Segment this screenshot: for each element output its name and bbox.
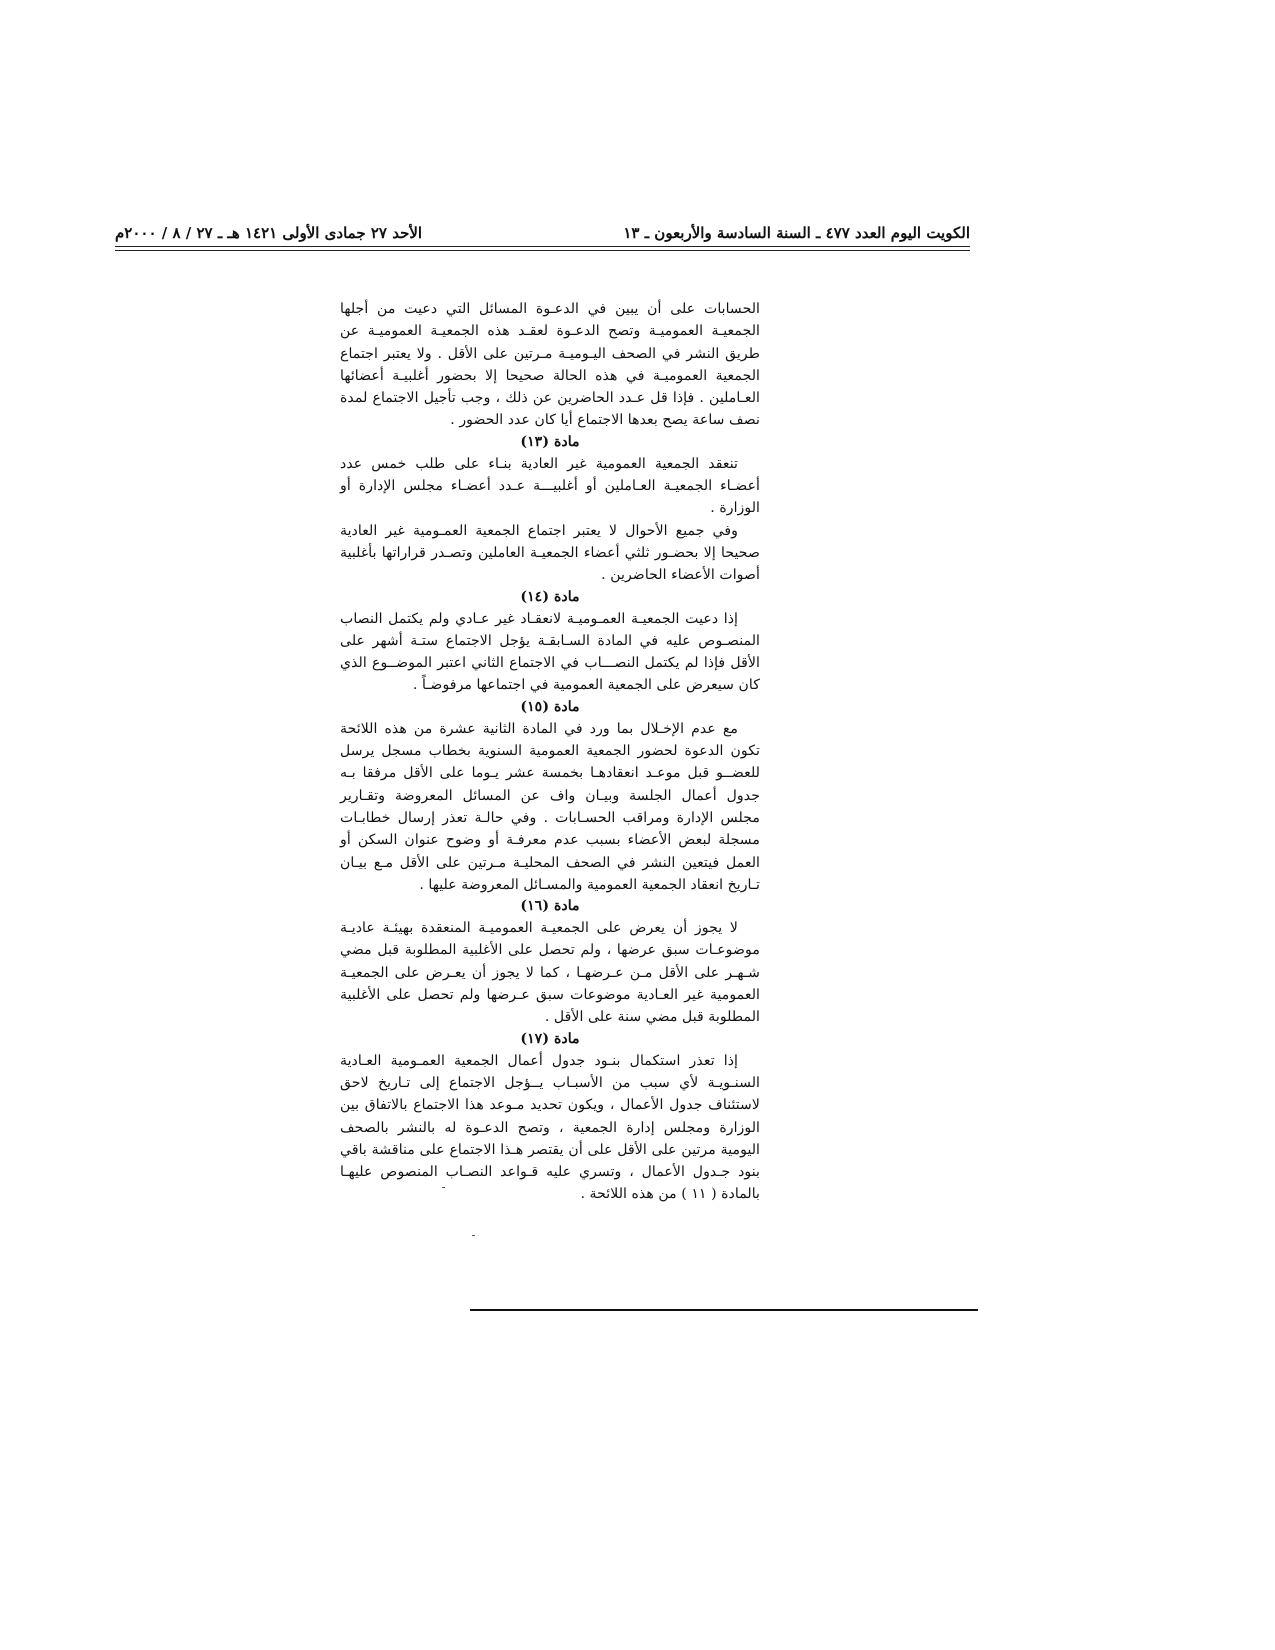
article-15-paragraph: مع عدم الإخـلال بما ورد في المادة الثانية عشرة من هذه اللائحة تكون الدعوة لحضور الجمعية العمومية السنوية بخطاب مسجل يرسل للعضــو قبل موعـد انعقادهـا بخمسة عشر يـوما على الأقل مرفقا بـه جدول أعمال الجلسة وبيـان واف عن المسائل المعروضة وتقـارير مجلس الإدارة ومراقب الحسـابات . وفي حالـة تعذر إرسال خطابـات مسجلة لبعض الأعضاء بسبب عدم معرفـة أو وضوح عنوان السكن أو العمل فيتعين النشر في الصحف المحليـة مـرتين على الأقل مـع بيـان تـاريخ انعقاد الجمعية العمومية والمسـائل المعروضة عليها . [340,720,760,893]
article-16-heading: مادة (١٦) [520,898,580,915]
header-publication-info: الكويت اليوم العدد ٤٧٧ ـ السنة السادسة والأربعون ـ ١٣ [623,224,970,242]
article-13-paragraph-2: وفي جميع الأحوال لا يعتبر اجتماع الجمعية العمـومية غير العادية صحيحا إلا بحضـور ثلثي أعضاء الجمعيـة العاملين وتصـدر قراراتها بأغلبية أصوات الأعضاء الحاضرين . [340,522,760,584]
paragraph-continuation: الحسابات على أن يبين في الدعـوة المسائل التي دعيت من أجلها الجمعيـة العموميـة وتصح الدعـوة لعقـد هذه الجمعيـة العموميـة عن طريق النشر في الصحف اليـوميـة مـرتين على الأقل . ولا يعتبر اجتماع الجمعية العموميـة في هذه الحالة صحيحا إلا بحضور أغلبيـة أعضائها العـاملين . فإذا قل عـدد الحاضرين عن ذلك ، وجب تأجيل الاجتماع لمدة نصف ساعة يصح بعدها الاجتماع أيا كان عدد الحضور . [340,301,760,429]
body-text-column [340,298,760,1206]
page-header [115,222,970,248]
article-13-paragraph-1: تنعقد الجمعية العمومية غير العادية بنـاء على طلب خمس عدد أعضـاء الجمعيـة العـاملين أو أغلبيـــة عـدد أعضـاء مجلس الإدارة أو الوزارة . [340,455,760,517]
scan-speck [442,1187,445,1188]
article-14-heading: مادة (١٤) [520,588,580,605]
article-16-paragraph: لا يجوز أن يعرض على الجمعيـة العموميـة المنعقدة بهيئـة عاديـة موضوعـات سبق عرضها ، ولم تحصل على الأغلبية المطلوبة قبل مضي شـهـر على الأقل مـن عـرضهـا ، كما لا يجوز أن يعـرض على الجمعيـة العمومية غير العـادية موضوعات سبق عـرضها ولم تحصل على الأغلبية المطلوبة قبل مضي سنة على الأقل . [340,920,760,1026]
header-rule-secondary [115,250,970,251]
article-15-heading: مادة (١٥) [520,698,580,715]
article-17-heading: مادة (١٧) [520,1030,580,1047]
article-14-paragraph: إذا دعيت الجمعيـة العمـوميـة لانعقـاد غير عـادي ولم يكتمل النصاب المنصـوص عليه في المادة السـابقـة يؤجل الاجتماع ستـة أشهر على الأقل فإذا لم يكتمل النصـــاب في الاجتماع الثاني اعتبر الموضــوع الذي كان سيعرض على الجمعية العمومية في اجتماعها مرفوضـاً . [340,610,760,694]
article-13-heading: مادة (١٣) [520,433,580,450]
end-of-section-rule [470,1309,978,1311]
scan-speck [472,1235,475,1236]
header-date: الأحد ٢٧ جمادى الأولى ١٤٢١ هـ ـ ٢٧ / ٨ / ٢٠٠٠م [115,224,423,242]
header-rule [115,246,970,247]
article-17-paragraph: إذا تعذر استكمال بنـود جدول أعمال الجمعية العمـومية العـادية السنـويـة لأي سبب من الأسبـاب يــؤجل الاجتماع إلى تـاريخ لاحق لاستئناف جدول الأعمال ، ويكون تحديد مـوعد هذا الاجتماع بالاتفاق بين الوزارة ومجلس إدارة الجمعية ، وتصح الدعـوة له بالنشر بالصحف اليومية مرتين على الأقل على أن يقتصر هـذا الاجتماع على مناقشة باقي بنود جـدول الأعمال ، وتسري عليه قـواعد النصـاب المنصوص عليهـا بالمادة ( ١١ ) من هذه اللائحة . [340,1052,760,1203]
